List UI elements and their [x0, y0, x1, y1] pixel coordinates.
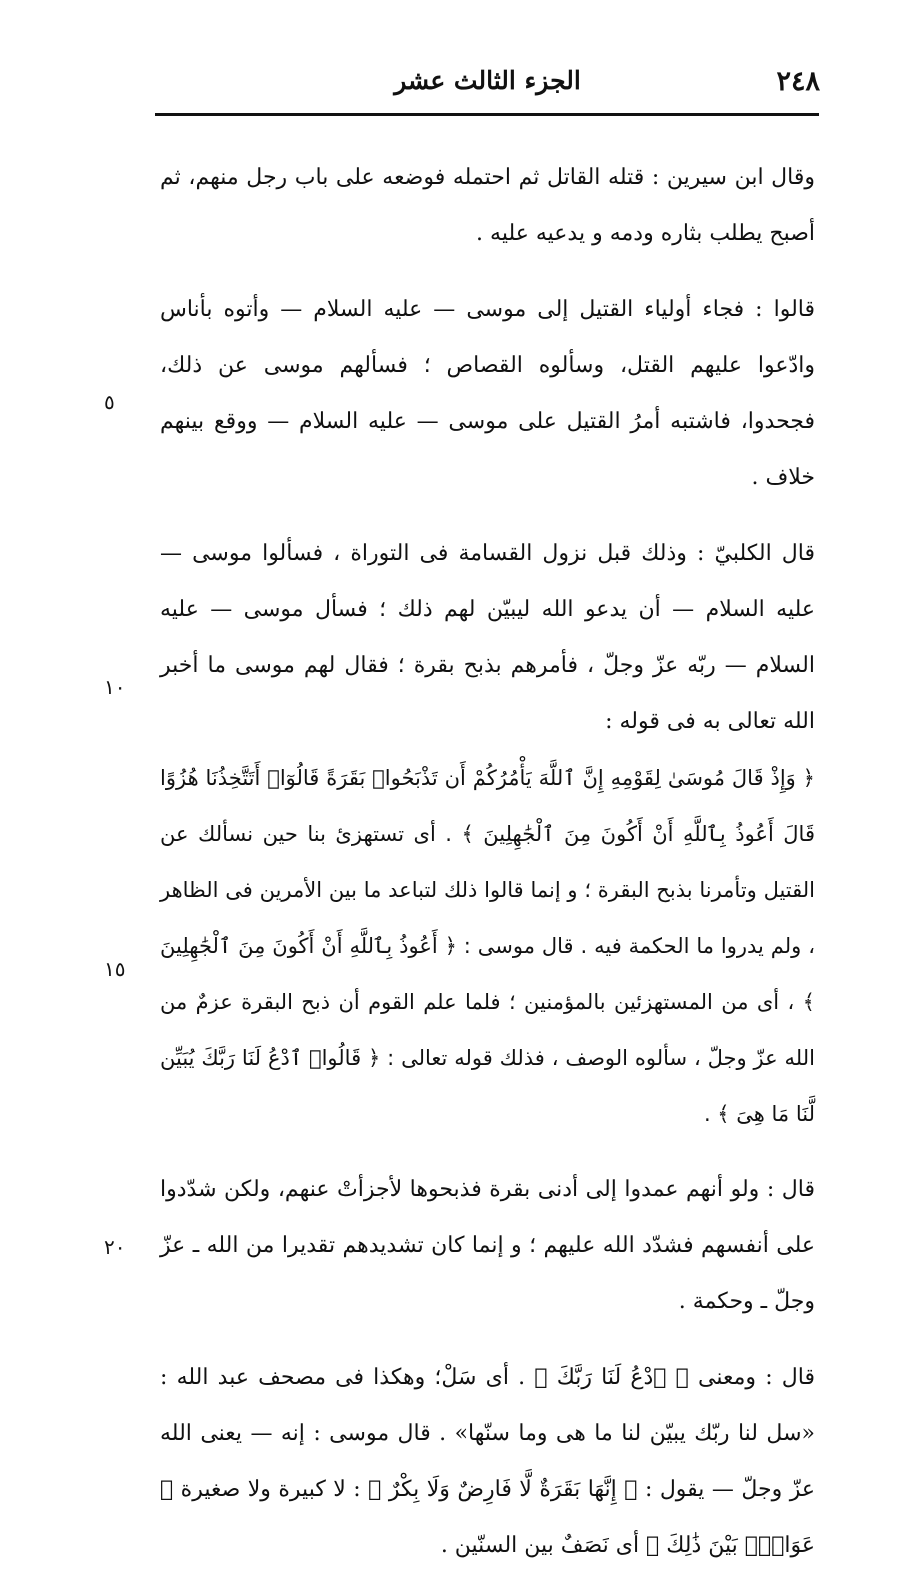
paragraph-law-annahum: قال : ولو أنهم عمدوا إلى أدنى بقرة فذبحوها لأجزأتْ عنهم، ولكن شدّدوا على أنفسهم فشدّد الله عليهم ؛ و إنما كان تشديدهم تقديرا من الله ـ عزّ وجلّ ـ وحكمة . — [160, 1177, 815, 1314]
paragraph-awliya: قالوا : فجاء أولياء القتيل إلى موسى — عليه السلام — وأتوه بأناس وادّعوا عليهم القتل، وسألوه القصاص ؛ فسألهم موسى عن ذلك، فجحدوا، فاشتبه أمرُ القتيل على موسى — عليه السلام — ووقع بينهم خلاف . — [160, 297, 815, 490]
paragraph-maana: قال : ومعنى ﴿ ٱدْعُ لَنَا رَبَّكَ ﴾ . أى سَلْ؛ وهكذا فى مصحف عبد الله : «سل لنا ربّك يبيّن لنا ما هى وما سنّها» . قال موسى : إنه — يعنى الله عزّ وجلّ — يقول : ﴿ إِنَّهَا بَقَرَةٌ لَّا فَارِضٌ وَلَا بِكْرٌ ﴾ : لا كبيرة ولا صغيرة ﴿ عَوَانٌۢ بَيْنَ ذَٰلِكَ ﴾ أى نَصَفٌ بين السنّين . — [160, 1365, 815, 1558]
line-number-20: ٢٠ — [104, 1235, 126, 1259]
page-header — [155, 60, 820, 108]
line-number-15: ١٥ — [104, 957, 126, 981]
running-title: الجزء الثالث عشر — [394, 66, 581, 95]
header-rule — [155, 113, 819, 116]
paragraph-quran-verse: ﴿ وَإِذْ قَالَ مُوسَىٰ لِقَوْمِهِ إِنَّ ٱللَّهَ يَأْمُرُكُمْ أَن تَذْبَحُوا۟ بَقَرَةً قَالُوٓا۟ أَتَتَّخِذُنَا هُزُوًا قَالَ أَعُوذُ بِٱللَّهِ أَنْ أَكُونَ مِنَ ٱلْجَٰهِلِينَ ﴾ . أى تستهزئ بنا حين نسألك عن القتيل وتأمرنا بذبح البقرة ؛ و إنما قالوا ذلك لتباعد ما بين الأمرين فى الظاهر ، ولم يدروا ما الحكمة فيه . قال موسى : ﴿ أَعُوذُ بِٱللَّهِ أَنْ أَكُونَ مِنَ ٱلْجَٰهِلِينَ ﴾ ، أى من المستهزئين بالمؤمنين ؛ فلما علم القوم أن ذبح البقرة عزمٌ من الله عزّ وجلّ ، سألوه الوصف ، فذلك قوله تعالى : ﴿ قَالُوا۟ ٱدْعُ لَنَا رَبَّكَ يُبَيِّن لَّنَا مَا هِىَ ﴾ . — [160, 766, 815, 1126]
line-number-10: ١٠ — [104, 675, 126, 699]
body-text — [160, 150, 815, 1574]
line-number-5: ٥ — [104, 390, 115, 414]
paragraph-kalbi: قال الكلبيّ : وذلك قبل نزول القسامة فى التوراة ، فسألوا موسى — عليه السلام — أن يدعو الله ليبيّن لهم ذلك ؛ فسأل موسى — عليه السلام — ربّه عزّ وجلّ ، فأمرهم بذبح بقرة ؛ فقال لهم موسى ما أخبر الله تعالى به فى قوله : — [160, 541, 815, 734]
page-number: ٢٤٨ — [776, 66, 820, 97]
paragraph-ibn-sirin: وقال ابن سيرين : قتله القاتل ثم احتمله فوضعه على باب رجل منهم، ثم أصبح يطلب بثاره ودمه و يدعيه عليه . — [160, 165, 815, 246]
